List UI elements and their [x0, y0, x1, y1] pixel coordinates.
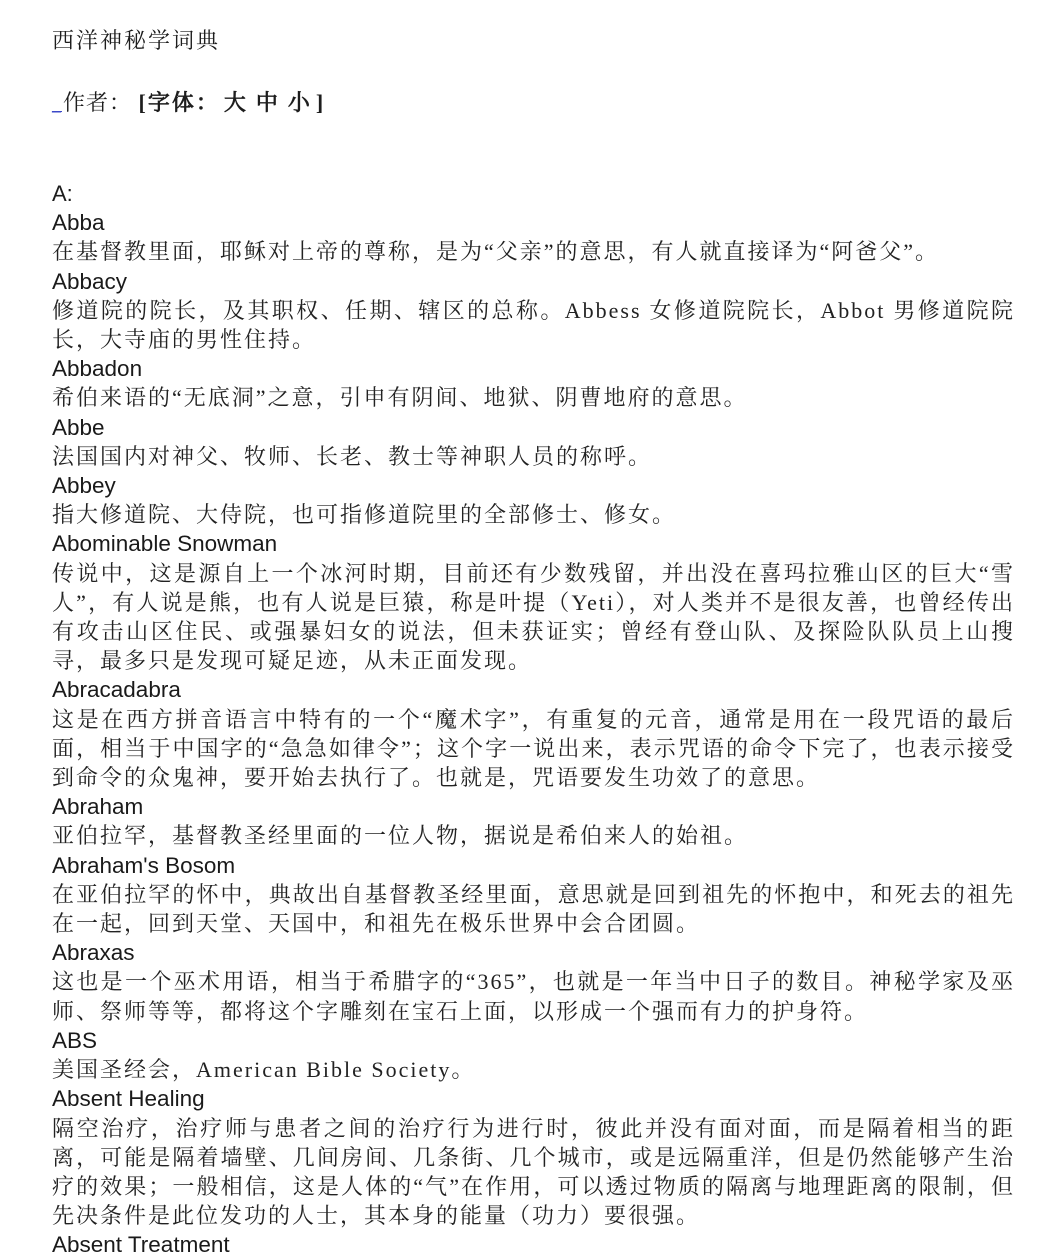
entry-definition: 这也是一个巫术用语，相当于希腊字的“365”，也就是一年当中日子的数目。神秘学家及巫师、祭师等等，都将这个字雕刻在宝石上面，以形成一个强而有力的护身符。 [52, 969, 1015, 1024]
dictionary-entry [52, 208, 1015, 266]
dictionary-entry [52, 938, 1015, 1026]
font-option-medium[interactable]: 中 [255, 90, 280, 115]
section-letter: A: [52, 181, 73, 206]
dictionary-entry [52, 1084, 1015, 1230]
dictionary-entry [52, 267, 1015, 355]
author-row [52, 88, 1015, 119]
entries-list [52, 208, 1015, 1259]
entry-term: Abbadon [52, 356, 143, 382]
dictionary-entry [52, 354, 1015, 412]
dictionary-entry [52, 1026, 1015, 1084]
entry-term: Abraxas [52, 940, 135, 966]
entry-term: Abbey [52, 473, 116, 499]
font-selector-prefix: [字体： [138, 90, 220, 115]
entry-definition: 在亚伯拉罕的怀中，典故出自基督教圣经里面，意思就是回到祖先的怀抱中，和死去的祖先在一起，回到天堂、天国中，和祖先在极乐世界中会合团圆。 [52, 881, 1015, 937]
dictionary-entry [52, 471, 1015, 529]
dictionary-entry [52, 1230, 1015, 1259]
dictionary-entry [52, 851, 1015, 939]
dictionary-entry [52, 529, 1015, 675]
font-option-small[interactable]: 小 [287, 90, 312, 115]
entry-definition: 在基督教里面，耶稣对上帝的尊称，是为“父亲”的意思，有人就直接译为“阿爸父”。 [52, 239, 940, 265]
entry-definition: 亚伯拉罕，基督教圣经里面的一位人物，据说是希伯来人的始祖。 [52, 823, 749, 849]
entry-definition: 美国圣经会，American Bible Society。 [52, 1057, 476, 1083]
entry-term: Absent Treatment [52, 1232, 230, 1258]
entry-term: Abraham [52, 794, 144, 820]
entry-definition: 传说中，这是源自上一个冰河时期，目前还有少数残留，并出没在喜玛拉雅山区的巨大“雪人”，有人说是熊，也有人说是巨猿，称是叶提（Yeti），对人类并不是很友善，也曾经传出有攻击山区住民、或强暴妇女的说法，但未获证实；曾经有登山队、及探险队队员上山搜寻，最多只是发现可疑足迹，从未正面发现。 [52, 560, 1015, 674]
page-title: 西洋神秘学词典 [52, 28, 221, 53]
entry-term: Abba [52, 210, 105, 236]
entry-definition: 法国国内对神父、牧师、长老、教士等神职人员的称呼。 [52, 443, 653, 469]
entry-definition: 隔空治疗，治疗师与患者之间的治疗行为进行时，彼此并没有面对面，而是隔着相当的距离，可能是隔着墙壁、几间房间、几条街、几个城市，或是远隔重洋，但是仍然能够产生治疗的效果；一般相信，这是人体的“气”在作用，可以透过物质的隔离与地理距离的限制，但先决条件是此位发功的人士，其本身的能量（功力）要很强。 [52, 1115, 1015, 1229]
entry-term: Abracadabra [52, 677, 181, 703]
link-marker[interactable]: _ [52, 94, 62, 114]
dictionary-content [52, 179, 1015, 1260]
entry-term: ABS [52, 1027, 98, 1053]
entry-definition: 希伯来语的“无底洞”之意，引申有阴间、地狱、阴曹地府的意思。 [52, 385, 748, 411]
dictionary-entry [52, 675, 1015, 792]
entry-definition: 修道院的院长，及其职权、任期、辖区的总称。Abbess 女修道院院长，Abbot 男修道院院长，大寺庙的男性住持。 [52, 297, 1015, 353]
entry-definition: 指大修道院、大侍院，也可指修道院里的全部修士、修女。 [52, 502, 677, 528]
entry-term: Abbe [52, 414, 105, 440]
entry-definition: 这是在西方拼音语言中特有的一个“魔术字”，有重复的元音，通常是用在一段咒语的最后面，相当于中国字的“急急如律令”；这个字一说出来，表示咒语的命令下完了，也表示接受到命令的众鬼神，要开始去执行了。也就是，咒语要发生功效了的意思。 [52, 706, 1015, 791]
entry-term: Abominable Snowman [52, 531, 278, 557]
entry-term: Abraham's Bosom [52, 852, 236, 878]
entry-term: Absent Healing [52, 1086, 205, 1112]
font-selector [139, 90, 326, 115]
font-option-large[interactable]: 大 [223, 90, 248, 115]
dictionary-entry [52, 413, 1015, 471]
entry-term: Abbacy [52, 268, 128, 294]
dictionary-entry [52, 792, 1015, 850]
font-selector-suffix: ] [315, 90, 326, 115]
author-label: 作者： [63, 90, 133, 115]
